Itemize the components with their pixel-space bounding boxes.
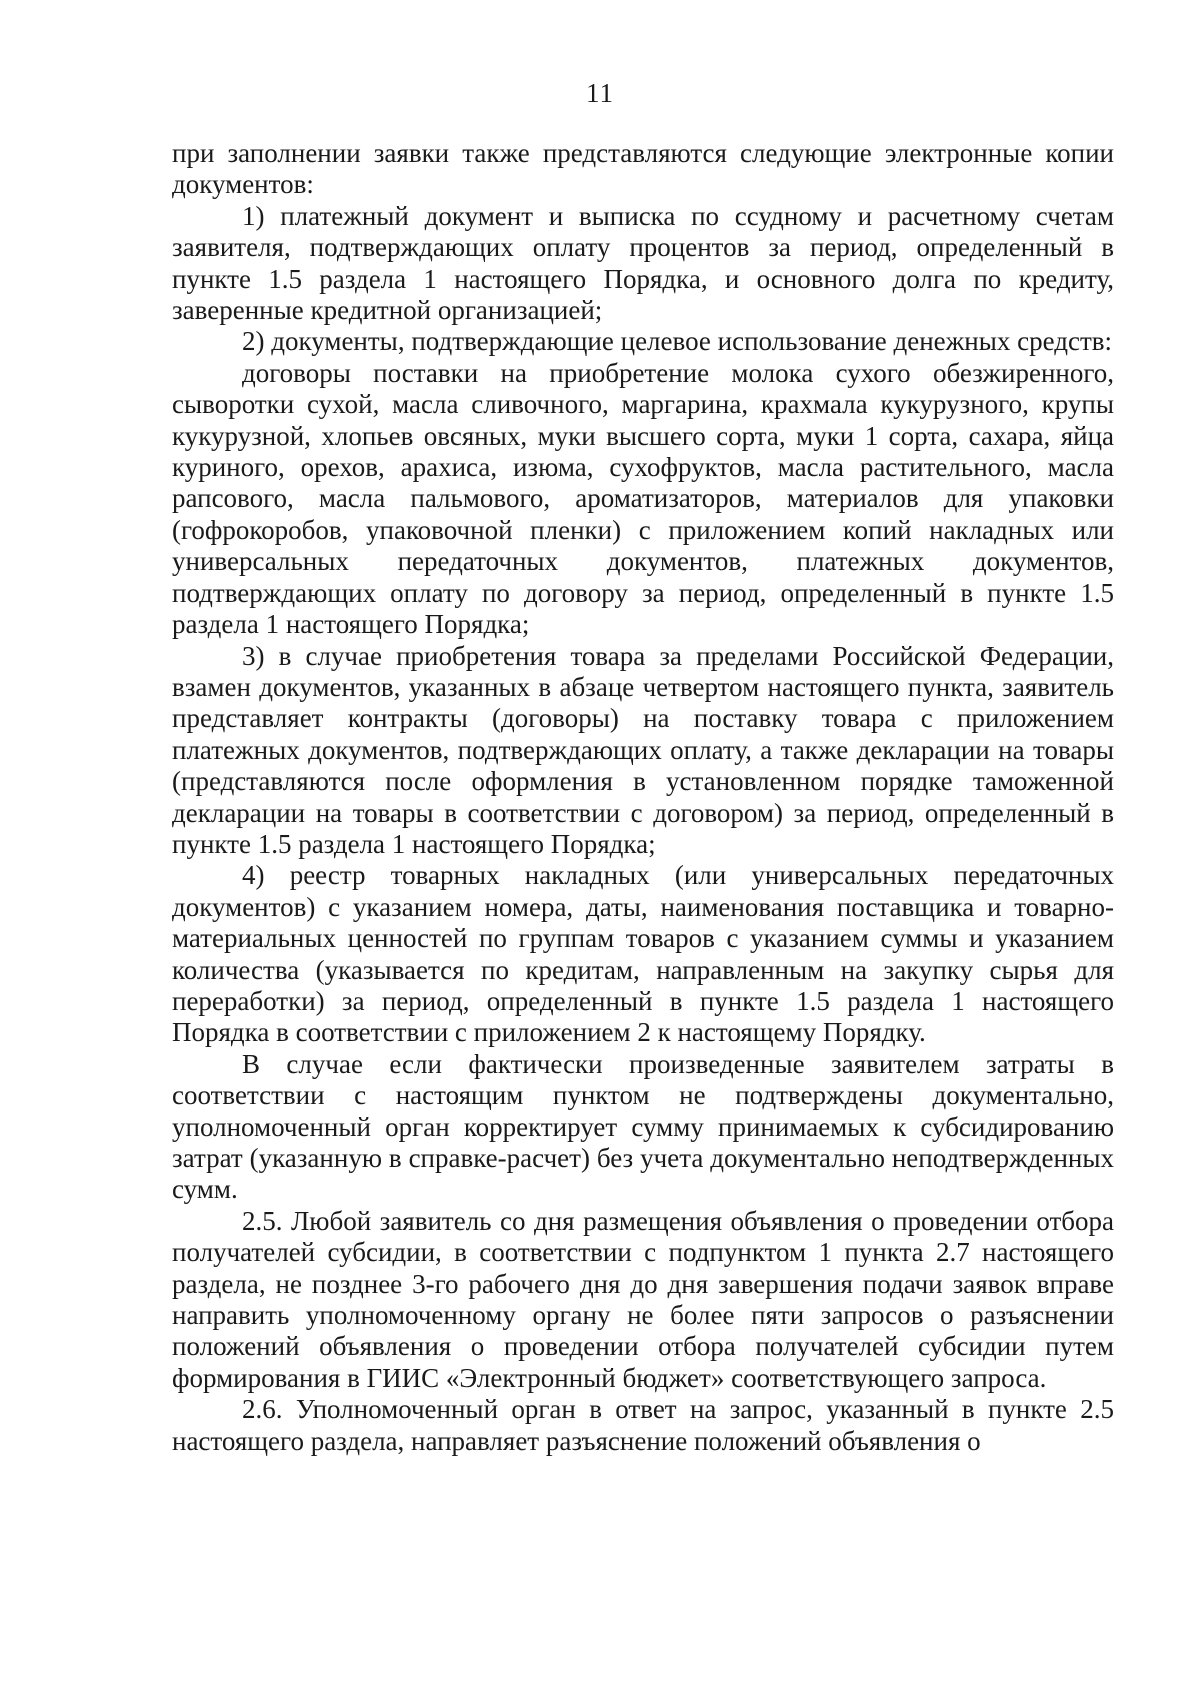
paragraph-item-2: 2) документы, подтверждающие целевое использование денежных средств: [242, 326, 1112, 357]
paragraph-section-2-6: 2.6. Уполномоченный орган в ответ на запрос, указанный в пункте 2.5 настоящего раздела, направляет разъяснение положений объявления о [172, 1394, 1114, 1456]
paragraph-section-2-5: 2.5. Любой заявитель со дня размещения объявления о проведении отбора получателей субсидии, в соответствии с подпунктом 1 пункта 2.7 настоящего раздела, не позднее 3-го рабочего дня до дня завершения подачи заявок вправе направить уполномоченному органу не более пяти запросов о разъяснении положений объявления о проведении отбора получателей субсидии путем формирования в ГИИС «Электронный бюджет» соответствующего запроса. [172, 1205, 1114, 1393]
paragraph-item-1: 1) платежный документ и выписка по ссудному и расчетному счетам заявителя, подтверждающих оплату процентов за период, определенный в пункте 1.5 раздела 1 настоящего Порядка, и основного долга по кредиту, заверенные кредитной организацией; [172, 200, 1114, 326]
document-body [172, 138, 1114, 1457]
paragraph-item-3: 3) в случае приобретения товара за пределами Российской Федерации, взамен документов, указанных в абзаце четвертом настоящего пункта, заявитель представляет контракты (договоры) на поставку товара с приложением платежных документов, подтверждающих оплату, а также декларации на товары (представляются после оформления в установленном порядке таможенной декларации на товары в соответствии с договором) за период, определенный в пункте 1.5 раздела 1 настоящего Порядка; [172, 640, 1114, 859]
paragraph-item-4: 4) реестр товарных накладных (или универсальных передаточных документов) с указанием номера, даты, наименования поставщика и товарно-материальных ценностей по группам товаров с указанием суммы и указанием количества (указывается по кредитам, направленным на закупку сырья для переработки) за период, определенный в пункте 1.5 раздела 1 настоящего Порядка в соответствии с приложением 2 к настоящему Порядку. [172, 860, 1114, 1048]
page-number: 11 [586, 78, 614, 108]
paragraph-unconfirmed-costs: В случае если фактически произведенные заявителем затраты в соответствии с настоящим пунктом не подтверждены документально, уполномоченный орган корректирует сумму принимаемых к субсидированию затрат (указанную в справке-расчет) без учета документально неподтвержденных сумм. [172, 1048, 1114, 1205]
paragraph-supply-contracts: договоры поставки на приобретение молока сухого обезжиренного, сыворотки сухой, масла сливочного, маргарина, крахмала кукурузного, крупы кукурузной, хлопьев овсяных, муки высшего сорта, муки 1 сорта, сахара, яйца куриного, орехов, арахиса, изюма, сухофруктов, масла растительного, масла рапсового, масла пальмового, ароматизаторов, материалов для упаковки (гофрокоробов, упаковочной пленки) с приложением копий накладных или универсальных передаточных документов, платежных документов, подтверждающих оплату по договору за период, определенный в пункте 1.5 раздела 1 настоящего Порядка; [172, 357, 1114, 640]
paragraph-intro: при заполнении заявки также представляются следующие электронные копии документов: [172, 138, 1114, 200]
